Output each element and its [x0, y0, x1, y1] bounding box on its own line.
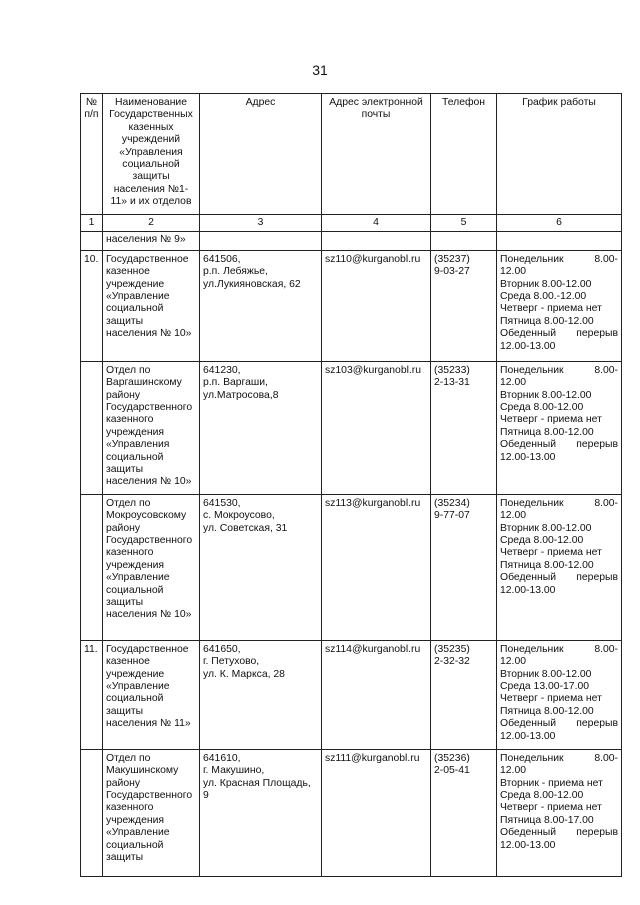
schedule-line: [500, 731, 618, 743]
schedule-text: Понедельник: [500, 497, 564, 509]
schedule-text: Обеденный: [500, 572, 557, 584]
cell-phone: (35233) 2-13-31: [431, 361, 497, 494]
schedule-text: Вторник 8.00-12.00: [500, 389, 592, 401]
schedule-text: Четверг - приема нет: [500, 693, 602, 705]
page-number: 31: [312, 62, 328, 78]
schedule-text: Вторник 8.00-12.00: [500, 668, 592, 680]
schedule-text: Вторник - приема нет: [500, 777, 603, 789]
cell-address: 641610, г. Макушино, ул. Красная Площадь, 9: [200, 749, 322, 876]
schedule-text: Обеденный: [500, 827, 557, 839]
schedule-text: Среда 8.00-12.00: [500, 402, 584, 414]
schedule-text: 8.00-: [594, 752, 618, 764]
schedule-line: [500, 402, 618, 414]
schedule-line: [500, 802, 618, 814]
table-row: [81, 250, 622, 361]
schedule-line: [500, 316, 618, 328]
schedule-line: [500, 718, 618, 730]
schedule-line: [500, 427, 618, 439]
cell-num: [81, 749, 103, 876]
schedule-text: перерыв: [576, 328, 618, 340]
cell-schedule: [497, 749, 622, 876]
cell-name: Государственное казенное учреждение «Управление социальной защиты населения № 10»: [103, 250, 200, 361]
schedule-line: [500, 753, 618, 765]
schedule-line: [500, 365, 618, 377]
schedule-text: Пятница 8.00-12.00: [500, 315, 594, 327]
header-address: Адрес: [200, 94, 322, 215]
schedule-text: Вторник 8.00-12.00: [500, 278, 592, 290]
schedule-text: Четверг - приема нет: [500, 303, 602, 315]
schedule-text: 12.00-13.00: [500, 340, 556, 352]
column-index: 6: [497, 215, 622, 232]
schedule-line: [500, 523, 618, 535]
schedule-text: Вторник 8.00-12.00: [500, 522, 592, 534]
table-row: [81, 494, 622, 640]
schedule-text: Обеденный: [500, 439, 557, 451]
schedule-line: [500, 669, 618, 681]
cell-name: Отдел по Мокроусовскому району Государственного казенного учреждения «Управление социальной защиты населения № 10»: [103, 494, 200, 640]
header-phone: Телефон: [431, 94, 497, 215]
cell-email: sz103@kurganobl.ru: [322, 361, 431, 494]
schedule-text: перерыв: [576, 718, 618, 730]
schedule-line: [500, 778, 618, 790]
schedule-text: Понедельник: [500, 752, 564, 764]
schedule-text: Четверг - приема нет: [500, 802, 602, 814]
cell-phone: (35236) 2-05-41: [431, 749, 497, 876]
schedule-line: [500, 827, 618, 839]
cell-num: [81, 494, 103, 640]
schedule-line: [500, 585, 618, 597]
schedule-line: [500, 328, 618, 340]
schedule-line: [500, 765, 618, 777]
schedule-line: [500, 644, 618, 656]
schedule-text: Среда 13.00-17.00: [500, 681, 590, 693]
schedule-line: [500, 840, 618, 852]
cell-schedule: [497, 640, 622, 749]
cell-schedule: [497, 361, 622, 494]
cell-address: 641650, г. Петухово, ул. К. Маркса, 28: [200, 640, 322, 749]
schedule-line: [500, 572, 618, 584]
schedule-text: 12.00: [500, 656, 527, 668]
schedule-text: 8.00-: [594, 643, 618, 655]
schedule-text: Пятница 8.00-12.00: [500, 705, 594, 717]
column-index: 4: [322, 215, 431, 232]
header-name: Наименование Государственных казенных учреждений «Управления социальной защиты населения №1- 11» и их отделов: [103, 94, 200, 215]
cell-num: [81, 361, 103, 494]
schedule-text: 12.00-13.00: [500, 584, 556, 596]
table-row: [81, 749, 622, 876]
schedule-line: [500, 535, 618, 547]
schedule-line: [500, 706, 618, 718]
schedule-line: [500, 656, 618, 668]
cell-num: 11.: [81, 640, 103, 749]
schedule-text: 12.00: [500, 266, 527, 278]
schedule-text: 12.00-13.00: [500, 451, 556, 463]
schedule-line: [500, 547, 618, 559]
table-row: [81, 361, 622, 494]
cell-name: Государственное казенное учреждение «Управление социальной защиты населения № 11»: [103, 640, 200, 749]
column-index: 3: [200, 215, 322, 232]
schedule-text: 8.00-: [594, 364, 618, 376]
cell-address: 641530, с. Мокроусово, ул. Советская, 31: [200, 494, 322, 640]
schedule-line: [500, 377, 618, 389]
header-schedule: График работы: [497, 94, 622, 215]
schedule-text: 12.00: [500, 377, 527, 389]
column-index: 5: [431, 215, 497, 232]
header-row: [81, 94, 622, 215]
cell-schedule: [497, 494, 622, 640]
continuation-name: населения № 9»: [103, 232, 200, 250]
cell-email: sz110@kurganobl.ru: [322, 250, 431, 361]
table-row: [81, 640, 622, 749]
header-email: Адрес электронной почты: [322, 94, 431, 215]
schedule-line: [500, 303, 618, 315]
schedule-line: [500, 291, 618, 303]
schedule-text: 8.00-: [594, 497, 618, 509]
schedule-text: Пятница 8.00-12.00: [500, 559, 594, 571]
schedule-line: [500, 439, 618, 451]
cell-phone: (35235) 2-32-32: [431, 640, 497, 749]
schedule-text: Среда 8.00.-12.00: [500, 291, 587, 303]
schedule-text: Обеденный: [500, 718, 557, 730]
header-num: № п/п: [81, 94, 103, 215]
schedule-line: [500, 790, 618, 802]
table-body: [81, 250, 622, 876]
continuation-row: [81, 232, 622, 250]
schedule-line: [500, 279, 618, 291]
schedule-text: 12.00-13.00: [500, 730, 556, 742]
schedule-text: перерыв: [576, 572, 618, 584]
cell-name: Отдел по Варгашинскому району Государственного казенного учреждения «Управления социальной защиты населения № 10»: [103, 361, 200, 494]
schedule-text: Пятница 8.00-12.00: [500, 426, 594, 438]
schedule-text: Понедельник: [500, 253, 564, 265]
schedule-line: [500, 414, 618, 426]
cell-email: sz111@kurganobl.ru: [322, 749, 431, 876]
cell-phone: (35237) 9-03-27: [431, 250, 497, 361]
schedule-line: [500, 815, 618, 827]
column-index-row: [81, 215, 622, 232]
schedule-line: [500, 510, 618, 522]
schedule-text: 12.00: [500, 765, 527, 777]
schedule-line: [500, 560, 618, 572]
schedule-text: Понедельник: [500, 643, 564, 655]
schedule-text: Среда 8.00-12.00: [500, 535, 584, 547]
cell-address: 641506, р.п. Лебяжье, ул.Лукияновская, 62: [200, 250, 322, 361]
schedule-text: 8.00-: [594, 253, 618, 265]
cell-email: sz114@kurganobl.ru: [322, 640, 431, 749]
schedule-text: перерыв: [576, 827, 618, 839]
schedule-line: [500, 254, 618, 266]
cell-phone: (35234) 9-77-07: [431, 494, 497, 640]
schedule-text: Четверг - приема нет: [500, 414, 602, 426]
cell-email: sz113@kurganobl.ru: [322, 494, 431, 640]
cell-name: Отдел по Макушинскому району Государственного казенного учреждения «Управление социальной защиты: [103, 749, 200, 876]
schedule-line: [500, 693, 618, 705]
schedule-text: 12.00-13.00: [500, 839, 556, 851]
schedule-text: Пятница 8.00-17.00: [500, 814, 594, 826]
schedule-text: Обеденный: [500, 328, 557, 340]
schedule-line: [500, 498, 618, 510]
cell-num: 10.: [81, 250, 103, 361]
schedule-line: [500, 681, 618, 693]
schedule-text: Четверг - приема нет: [500, 547, 602, 559]
schedule-line: [500, 266, 618, 278]
schedule-line: [500, 341, 618, 353]
schedule-text: 12.00: [500, 510, 527, 522]
column-index: 1: [81, 215, 103, 232]
institutions-table: [80, 93, 622, 877]
schedule-line: [500, 452, 618, 464]
column-index: 2: [103, 215, 200, 232]
cell-address: 641230, р.п. Варгаши, ул.Матросова,8: [200, 361, 322, 494]
schedule-text: Среда 8.00-12.00: [500, 790, 584, 802]
schedule-text: Понедельник: [500, 364, 564, 376]
cell-schedule: [497, 250, 622, 361]
schedule-text: перерыв: [576, 439, 618, 451]
schedule-line: [500, 390, 618, 402]
